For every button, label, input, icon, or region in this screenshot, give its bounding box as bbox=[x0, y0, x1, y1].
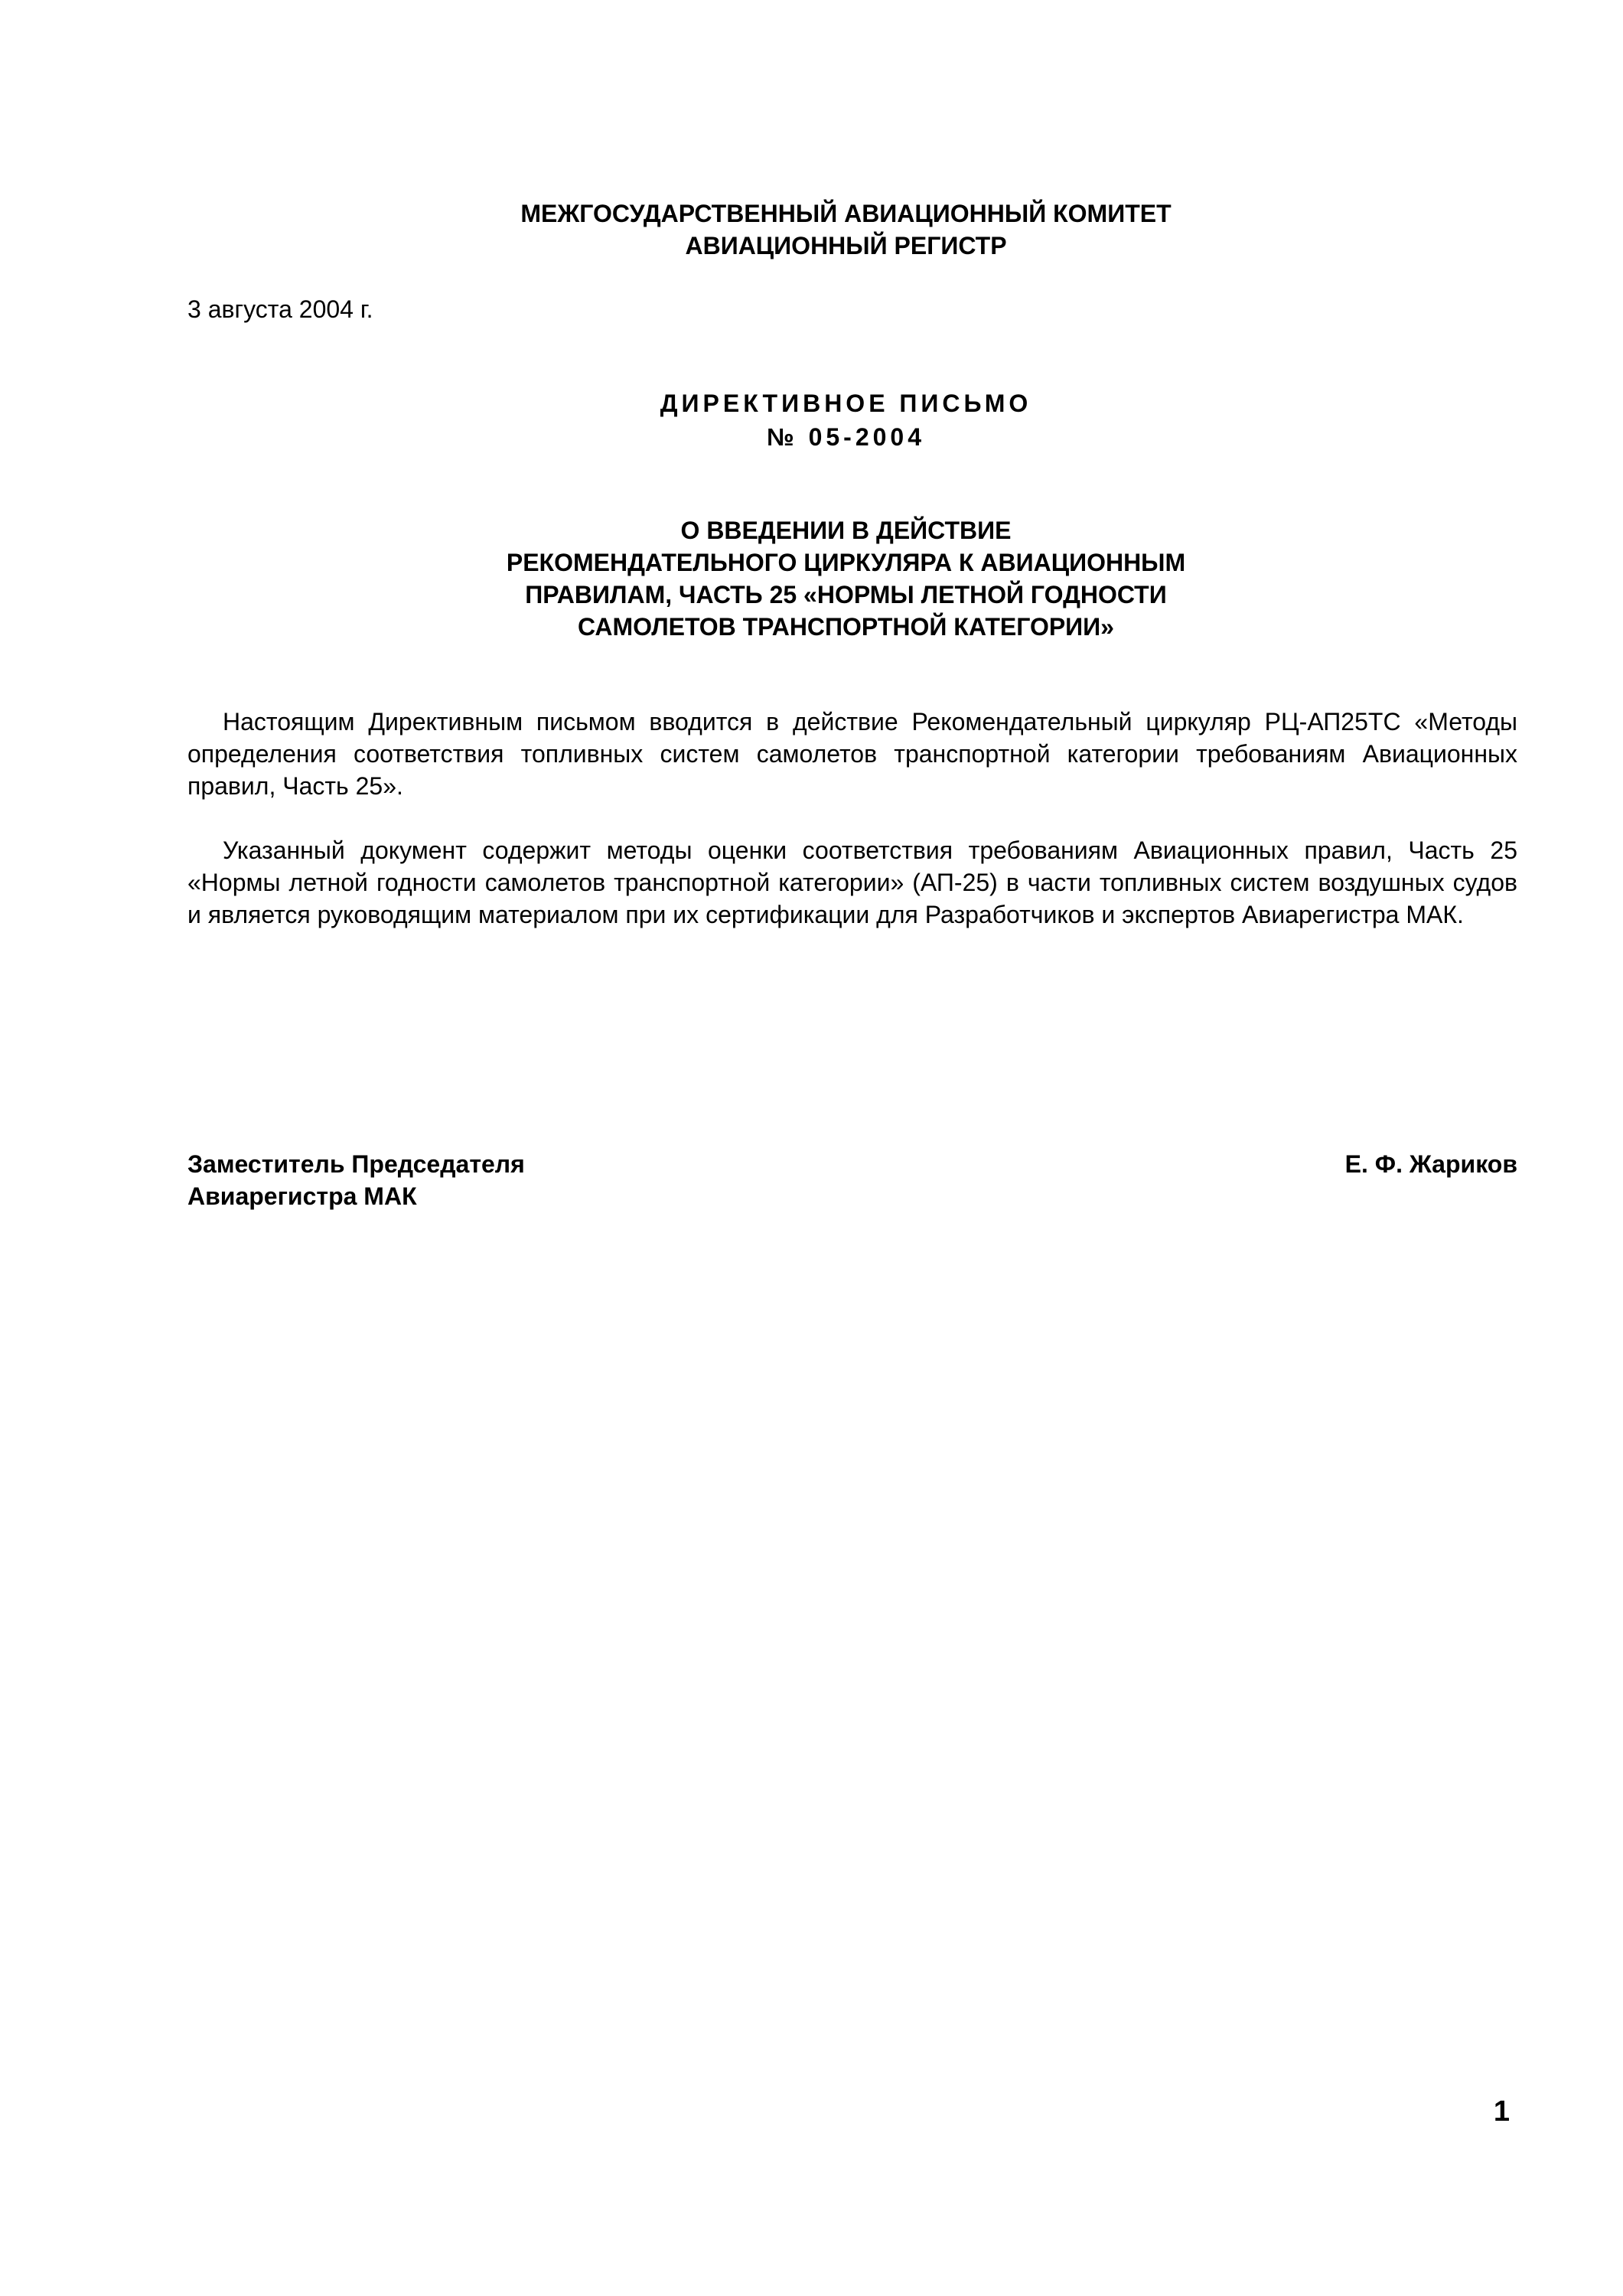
organization-subdivision: АВИАЦИОННЫЙ РЕГИСТР bbox=[685, 232, 1007, 259]
signatory-position bbox=[187, 1148, 525, 1212]
page-number: 1 bbox=[1493, 2095, 1510, 2128]
subject-line: РЕКОМЕНДАТЕЛЬНОГО ЦИРКУЛЯРА К АВИАЦИОННЫМ bbox=[506, 549, 1186, 576]
document-number: № 05-2004 bbox=[767, 423, 925, 451]
document-type-title: ДИРЕКТИВНОЕ ПИСЬМО bbox=[660, 390, 1032, 417]
subject-line: ПРАВИЛАМ, ЧАСТЬ 25 «НОРМЫ ЛЕТНОЙ ГОДНОСТИ bbox=[525, 581, 1167, 608]
signatory-position-line2: Авиарегистра МАК bbox=[187, 1182, 417, 1210]
subject-line: О ВВЕДЕНИИ В ДЕЙСТВИЕ bbox=[680, 517, 1012, 544]
signatory-name: Е. Ф. Жариков bbox=[1344, 1150, 1517, 1178]
document-date: 3 августа 2004 г. bbox=[187, 295, 373, 323]
body-paragraph-2: Указанный документ содержит методы оценки соответствия требованиям Авиационных правил, Часть 25 «Нормы летной годности самолетов транспортной категории» (АП-25) в части топливных систем воздушных судов и является руководящим материалом при их сертификации для Разработчиков и экспертов Авиарегистра МАК. bbox=[187, 837, 1517, 928]
subject-line: САМОЛЕТОВ ТРАНСПОРТНОЙ КАТЕГОРИИ» bbox=[578, 613, 1114, 641]
signatory-position-line1: Заместитель Председателя bbox=[187, 1150, 525, 1178]
body-paragraph-1: Настоящим Директивным письмом вводится в действие Рекомендательный циркуляр РЦ-АП25ТС «Методы определения соответствия топливных систем самолетов транспортной категории требованиям Авиационных правил, Часть 25». bbox=[187, 708, 1517, 800]
organization-name: МЕЖГОСУДАРСТВЕННЫЙ АВИАЦИОННЫЙ КОМИТЕТ bbox=[520, 200, 1172, 227]
